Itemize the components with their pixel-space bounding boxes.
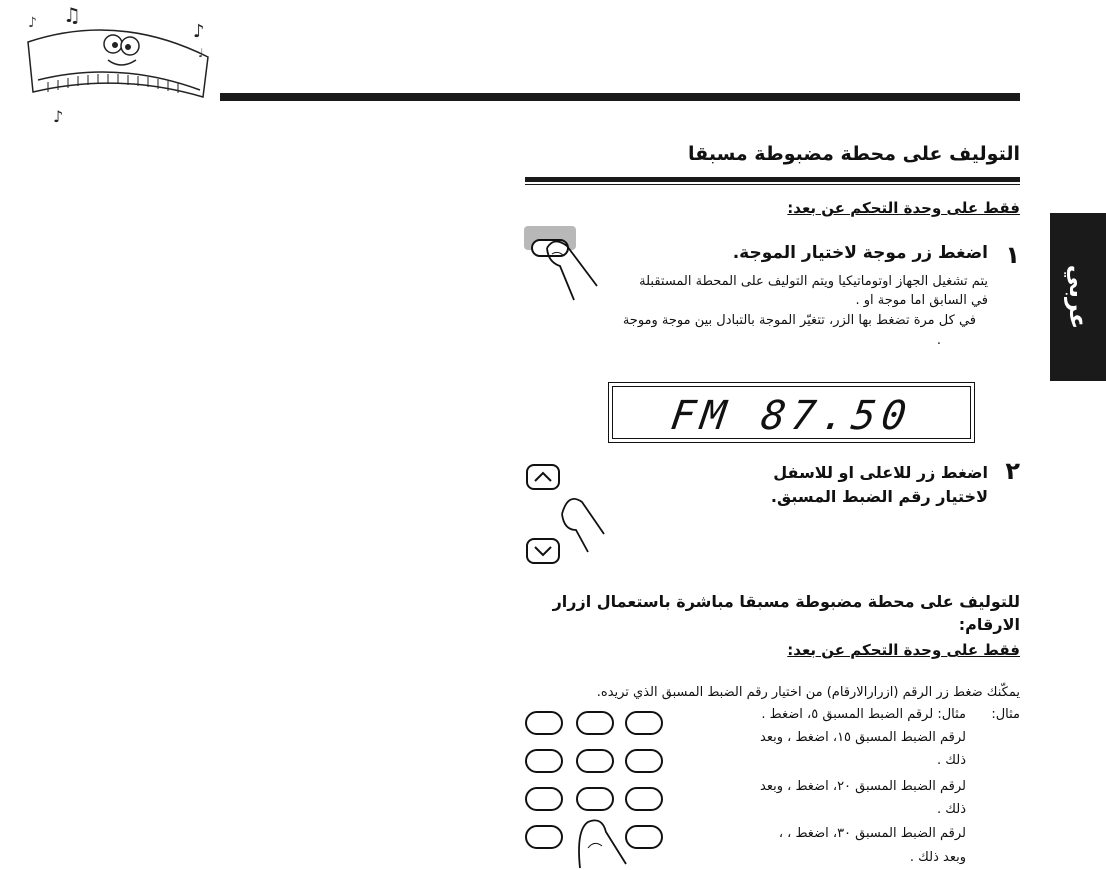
lcd-readout: FM 87.50 — [667, 393, 916, 439]
direct-tuning-title: للتوليف على محطة مضبوطة مسبقا مباشرة باستعمال ازرار — [552, 592, 1020, 611]
example-line: لرقم الضبط المسبق ٢٠، اضغط ، وبعد — [760, 779, 966, 794]
language-tab — [1050, 213, 1106, 381]
svg-text:♪: ♪ — [53, 107, 64, 126]
example-line: مثال: لرقم الضبط المسبق ٥، اضغط . — [761, 707, 966, 722]
step1-description: في كل مرة تضغط بها الزر، تتغيّر الموجة بالتبادل بين موجة وموجة — [622, 313, 976, 328]
language-tab-label: عربي — [1064, 264, 1092, 330]
step1-description: في السابق اما موجة او . — [855, 293, 988, 308]
band-button-press-illustration — [522, 224, 602, 304]
step1-description: يتم تشغيل الجهاز اوتوماتيكيا ويتم التوليف على المحطة المستقبلة — [639, 274, 988, 289]
step1-description: . — [936, 333, 941, 348]
svg-text:♩: ♩ — [198, 46, 204, 60]
section-title-rule — [525, 177, 1020, 182]
example-line: ذلك . — [937, 802, 966, 817]
svg-text:♪: ♪ — [193, 21, 205, 42]
step1-number: ١ — [1005, 241, 1020, 269]
step1-heading: اضغط زر موجة لاختيار الموجة. — [732, 243, 988, 263]
example-line: ذلك . — [937, 753, 966, 768]
remote-only-note: فقط على وحدة التحكم عن بعد: — [787, 199, 1020, 217]
direct-tuning-intro: يمكّنك ضغط زر الرقم (ازرارالارقام) من اختيار رقم الضبط المسبق الذي تريده. — [596, 685, 1020, 700]
numeric-keypad-illustration — [522, 708, 668, 870]
lcd-display-inner — [612, 386, 971, 439]
example-line: لرقم الضبط المسبق ١٥، اضغط ، وبعد — [760, 730, 966, 745]
svg-text:♪: ♪ — [28, 15, 37, 31]
direct-tuning-title: الارقام: — [958, 615, 1020, 634]
example-label: مثال: — [991, 707, 1020, 722]
keyboard-mascot-illustration — [8, 2, 223, 127]
header-rule — [220, 93, 1020, 101]
example-line: وبعد ذلك . — [909, 850, 966, 865]
step2-heading: اضغط زر للاعلى او للاسفل — [773, 463, 988, 482]
step2-number: ٢ — [1005, 457, 1020, 485]
step2-heading: لاختيار رقم الضبط المسبق. — [770, 487, 988, 506]
example-line: لرقم الضبط المسبق ٣٠، اضغط ، ، — [778, 826, 966, 841]
section-title-rule-thin — [525, 184, 1020, 185]
svg-text:♫: ♫ — [63, 3, 81, 27]
section-title: التوليف على محطة مضبوطة مسبقا — [688, 143, 1020, 165]
remote-only-note: فقط على وحدة التحكم عن بعد: — [787, 641, 1020, 659]
lcd-display — [608, 382, 975, 443]
up-down-buttons-illustration — [524, 462, 610, 568]
